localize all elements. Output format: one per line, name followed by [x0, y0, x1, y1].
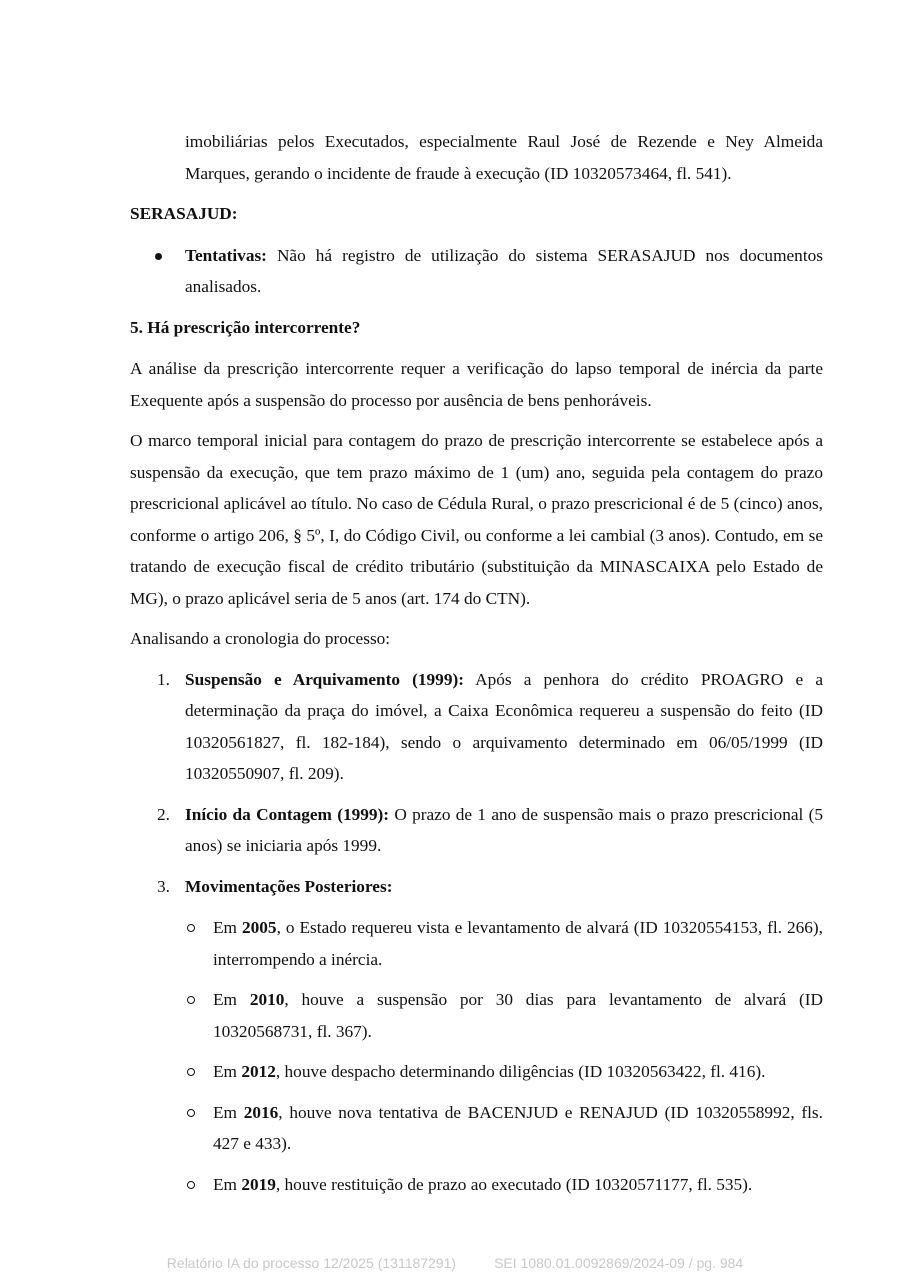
item-text: , houve despacho determinando diligências (ID 10320563422, fl. 416).: [275, 1062, 766, 1081]
item-year: 2012: [241, 1062, 276, 1081]
section-heading: 5. Há prescrição intercorrente?: [130, 317, 361, 337]
circle-bullet-icon: [187, 924, 195, 932]
item-year: 2005: [242, 918, 277, 937]
item-year: 2010: [249, 990, 285, 1009]
list-number: 2.: [157, 804, 170, 824]
item-text: , o Estado requereu vista e levantamento de alvará (ID 10320554153, fl. 266), interrompendo a inércia.: [213, 918, 823, 969]
item-prefix: Em: [213, 1102, 244, 1122]
circle-bullet-icon: [187, 1068, 195, 1076]
item-label: Início da Contagem (1999):: [185, 804, 390, 824]
page-footer: [0, 1255, 910, 1271]
item-text: , houve restituição de prazo ao executado (ID 10320571177, fl. 535).: [275, 1174, 753, 1194]
item-prefix: Em: [213, 990, 250, 1009]
sub-list-item: [185, 912, 823, 975]
item-prefix: Em: [213, 1174, 242, 1194]
sub-list-item: [185, 984, 823, 1047]
item-label: Tentativas:: [185, 245, 267, 265]
footer-sei-label: SEI 1080.01.0092869/2024-09 / pg. 984: [494, 1255, 744, 1271]
list-number: 3.: [157, 876, 170, 896]
serasajud-list: [130, 240, 823, 303]
sub-list-item: [185, 1056, 823, 1088]
item-year: 2019: [241, 1174, 276, 1194]
circle-bullet-icon: [187, 1181, 195, 1189]
item-text: Não há registro de utilização do sistema SERASAJUD nos documentos analisados.: [185, 245, 823, 296]
item-prefix: Em: [213, 918, 242, 937]
item-text: , houve a suspensão por 30 dias para levantamento de alvará (ID 10320568731, fl. 367).: [213, 990, 823, 1041]
list-item: [130, 240, 823, 303]
item-text: Após a penhora do crédito PROAGRO e a determinação da praça do imóvel, a Caixa Econômica requereu a suspensão do feito (ID 10320561827, fl. 182-184), sendo o arquivamento determinado em 06/05/1999 (ID 10320550907, fl. 209).: [185, 669, 823, 783]
item-year: 2016: [243, 1102, 279, 1122]
footer-process-label: Relatório IA do processo 12/2025 (131187291): [166, 1255, 457, 1271]
paragraph: A análise da prescrição intercorrente requer a verificação do lapso temporal de inércia da parte Exequente após a suspensão do processo por ausência de bens penhoráveis.: [130, 359, 823, 410]
paragraph: Analisando a cronologia do processo:: [130, 629, 391, 648]
list-item: [130, 799, 823, 862]
list-number: 1.: [157, 669, 170, 689]
item-prefix: Em: [213, 1062, 242, 1081]
sub-list: [185, 912, 823, 1200]
item-label: Suspensão e Arquivamento (1999):: [185, 669, 464, 689]
paragraph: O marco temporal inicial para contagem do prazo de prescrição intercorrente se estabelece após a suspensão da execução, que tem prazo máximo de 1 (um) ano, seguida pela contagem do prazo prescricional aplicável ao título. No caso de Cédula Rural, o prazo prescricional é de 5 (cinco) anos, conforme o artigo 206, § 5º, I, do Código Civil, ou conforme a lei cambial (3 anos). Contudo, em se tratando de execução fiscal de crédito tributário (substituição da MINASCAIXA pelo Estado de MG), o prazo aplicável seria de 5 anos (art. 174 do CTN).: [130, 431, 823, 608]
circle-bullet-icon: [187, 996, 195, 1004]
item-text: O prazo de 1 ano de suspensão mais o prazo prescricional (5 anos) se iniciaria após 1999.: [185, 804, 823, 855]
item-text: , houve nova tentativa de BACENJUD e RENAJUD (ID 10320558992, fls. 427 e 433).: [213, 1102, 823, 1153]
list-item: [130, 871, 823, 1201]
chronology-list: [130, 664, 823, 1201]
sub-list-item: [185, 1169, 823, 1201]
sub-list-item: [185, 1097, 823, 1160]
item-label: Movimentações Posteriores:: [185, 876, 393, 896]
list-item: [130, 664, 823, 790]
continued-paragraph: imobiliárias pelos Executados, especialmente Raul José de Rezende e Ney Almeida Marques, gerando o incidente de fraude à execução (ID 10320573464, fl. 541).: [185, 132, 823, 183]
bullet-icon: [155, 253, 162, 260]
circle-bullet-icon: [187, 1109, 195, 1117]
document-page: [130, 126, 823, 1209]
serasajud-heading: SERASAJUD:: [130, 204, 238, 223]
